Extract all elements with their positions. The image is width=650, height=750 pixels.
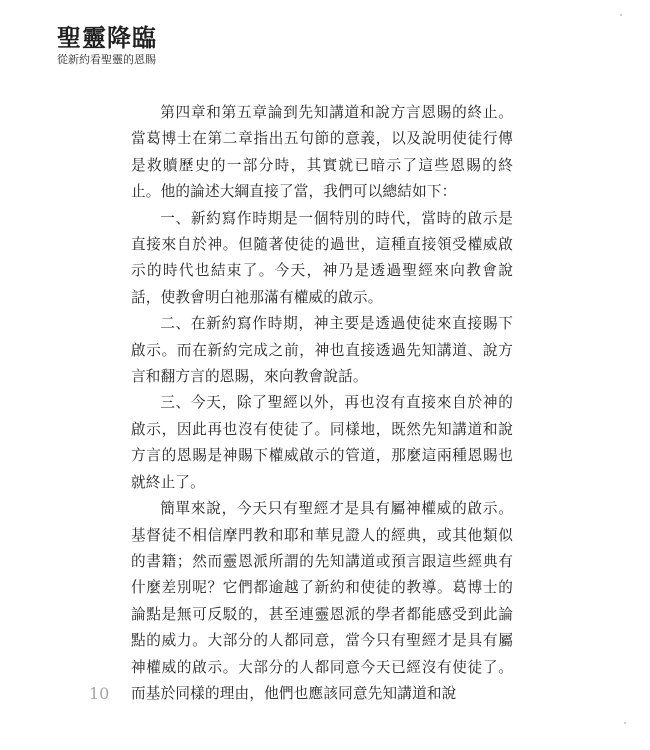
book-subtitle: 從新約看聖靈的恩賜 <box>57 53 156 66</box>
body-paragraph: 簡單來說，今天只有聖經才是具有屬神權威的啟示。基督徒不相信摩門教和耶和華見證人的經典，或其他類似的書籍；然而靈恩派所謂的先知講道或預言跟這些經典有什麼差別呢？它們都逾越了新約和使徒的教導。葛博士的論點是無可反駁的，甚至連靈恩派的學者都能感受到此論點的威力。大部分的人都同意，當今只有聖經才是具有屬神權威的啟示。大部分的人都同意今天已經沒有使徒了。而基於同樣的理由，他們也應該同意先知講道和說 <box>131 500 513 702</box>
running-header <box>57 24 157 66</box>
corner-mark-dot <box>624 722 626 724</box>
main-text-block <box>131 100 513 707</box>
corner-mark-dot <box>620 14 622 16</box>
body-paragraph: 三、今天，除了聖經以外，再也沒有直接來自於神的啟示，因此再也沒有使徒了。同樣地，既然先知講道和說方言的恩賜是神賜下權威啟示的管道，那麼這兩種恩賜也就終止了。 <box>131 394 513 491</box>
body-paragraph: 第四章和第五章論到先知講道和說方言恩賜的終止。當葛博士在第二章指出五句節的意義，以及說明使徒行傳是救贖歷史的一部分時，其實就已暗示了這些恩賜的終止。他的論述大綱直接了當，我們可以總結如下： <box>131 104 513 201</box>
body-paragraph: 二、在新約寫作時期，神主要是透過使徒來直接賜下啟示。而在新約完成之前，神也直接透過先知講道、說方言和翻方言的恩賜，來向教會說話。 <box>131 315 513 386</box>
book-title: 聖靈降臨 <box>57 23 157 52</box>
body-paragraph: 一、新約寫作時期是一個特別的時代，當時的啟示是直接來自於神。但隨著使徒的過世，這種直接領受權威啟示的時代也結束了。今天，神乃是透過聖經來向教會說話，使教會明白祂那滿有權威的啟示。 <box>131 209 513 306</box>
page-number: 10 <box>89 684 110 703</box>
